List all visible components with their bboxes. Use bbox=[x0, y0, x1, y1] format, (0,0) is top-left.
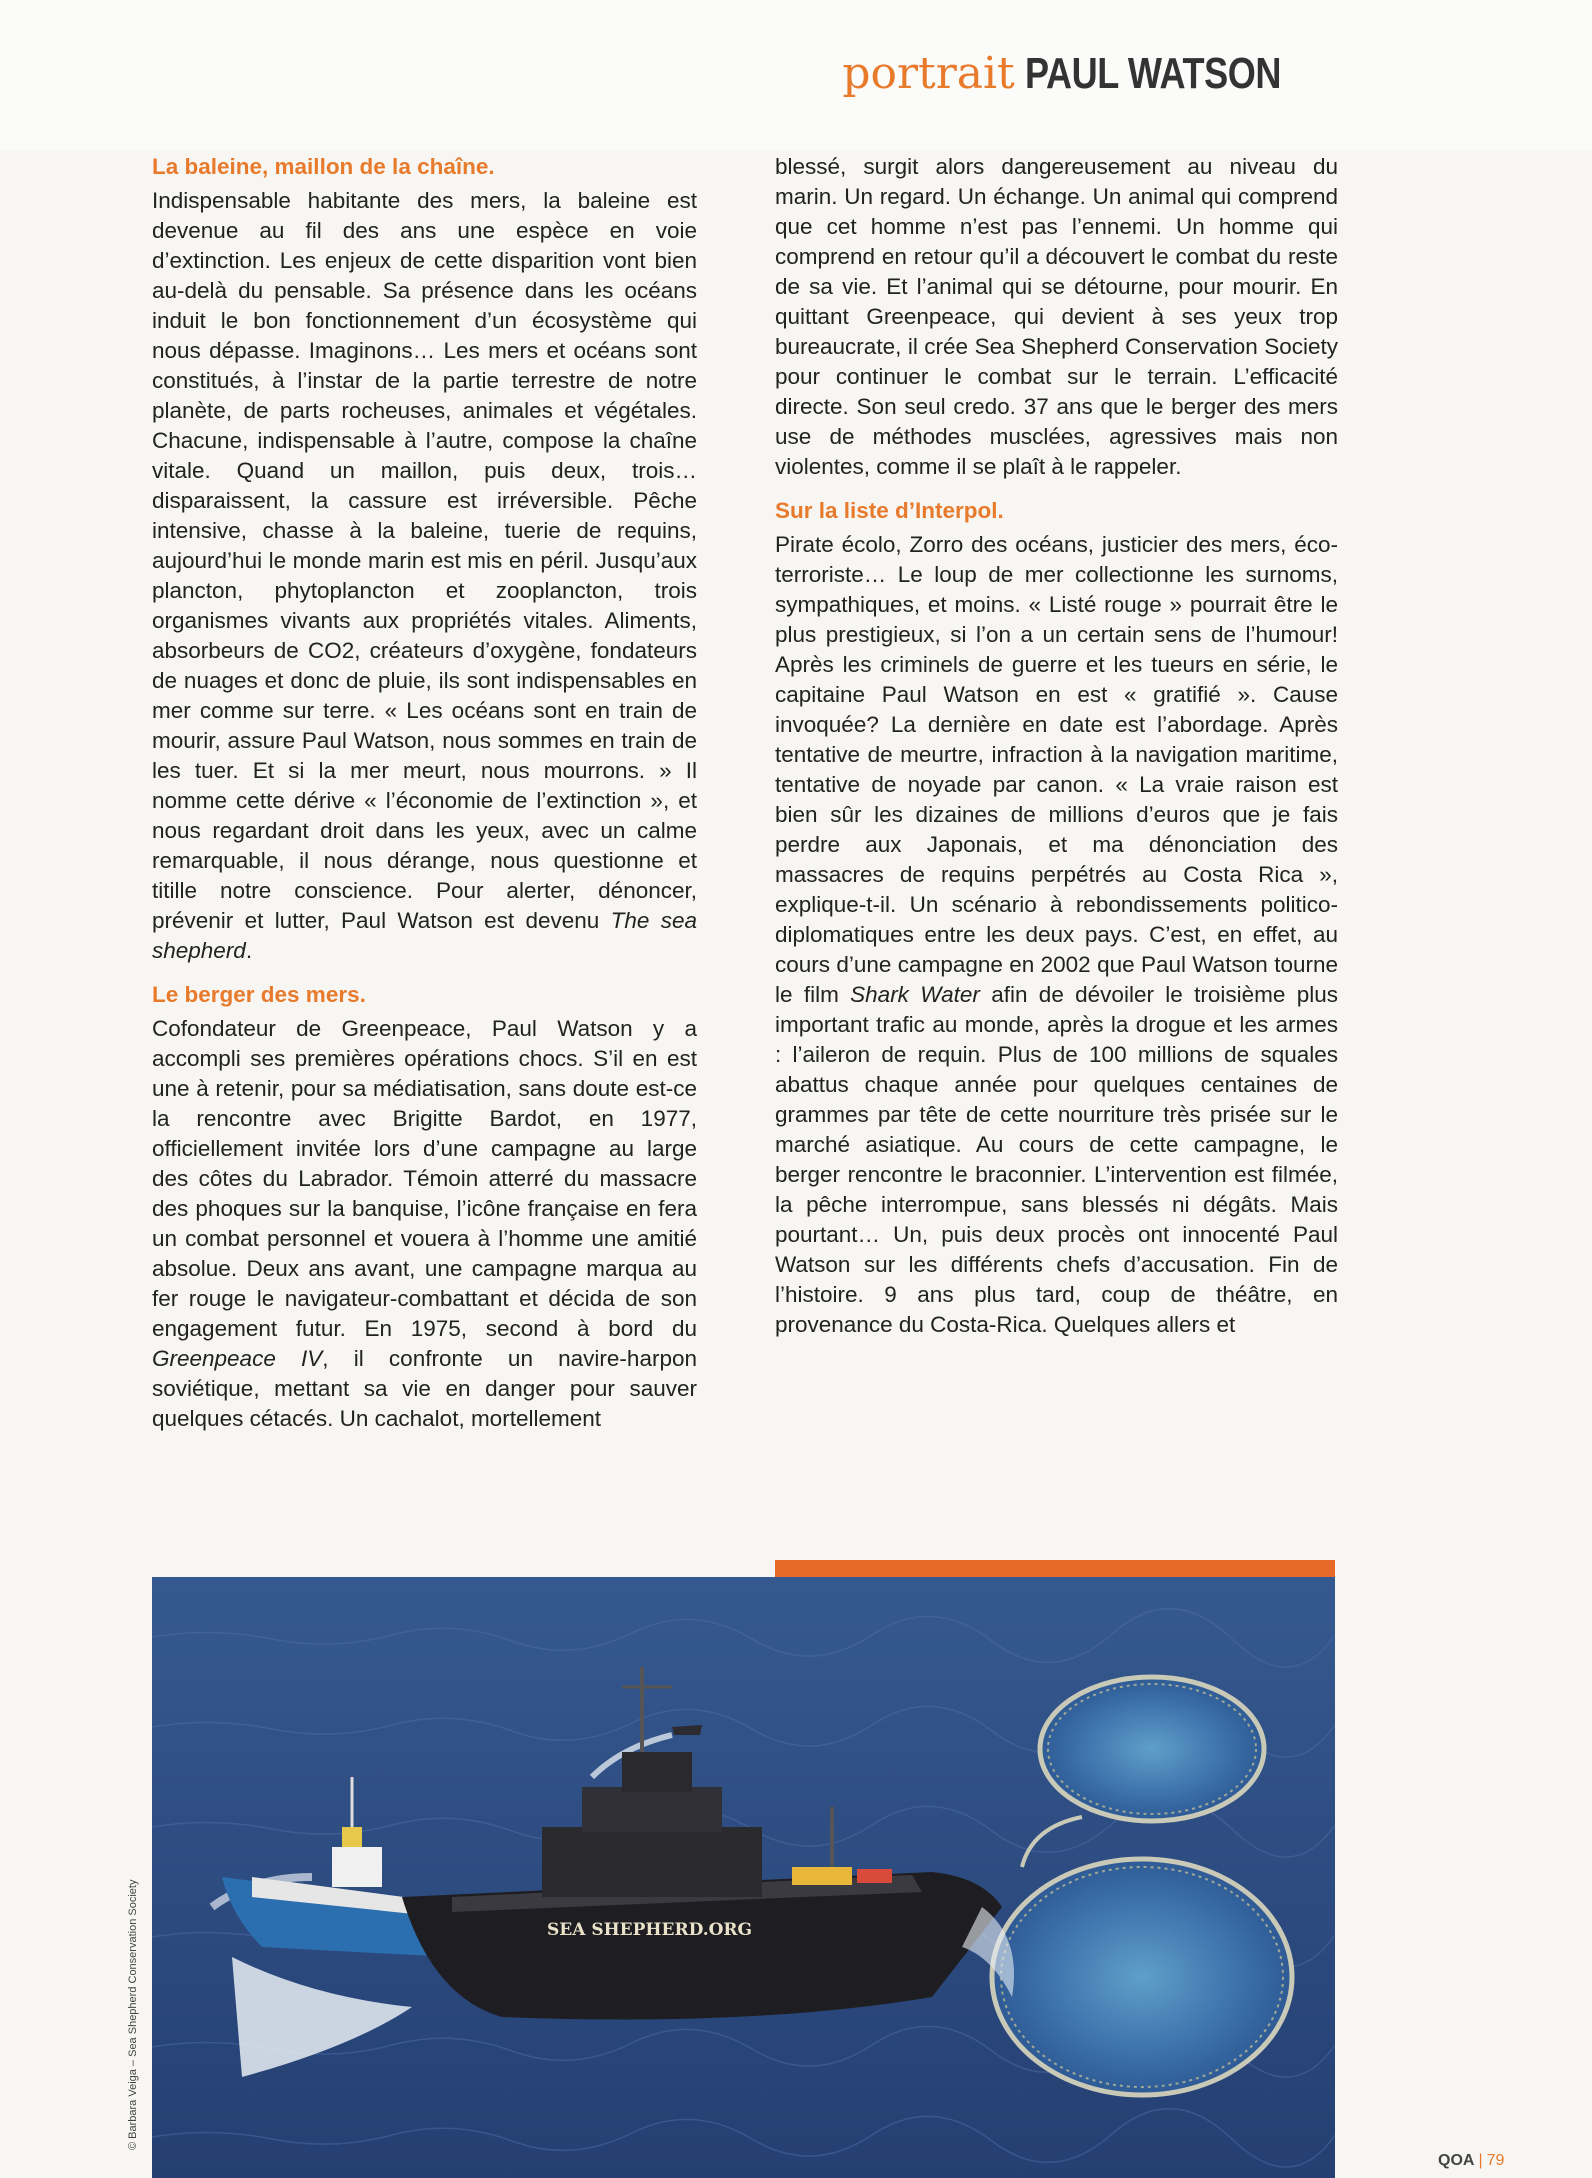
left-column bbox=[152, 152, 697, 1448]
paragraph-text: blessé, surgit alors dangereusement au niveau du marin. Un regard. Un échange. Un animal qui comprend que cet homme n’est pas l’ennemi. Un homme qui comprend en retour qu’il a découvert le combat du reste de sa vie. Et l’animal qui se détourne, pour mourir. En quittant Greenpeace, qui devient à ses yeux trop bureaucrate, il crée Sea Shepherd Conservation Society pour continuer le combat sur le terrain. L’efficacité directe. Son seul credo. 37 ans que le berger des mers use de méthodes musclées, agressives mais non violentes, comme il se plaît à le rappeler. bbox=[775, 154, 1338, 479]
running-head bbox=[842, 48, 1337, 99]
subheading: Sur la liste d’Interpol. bbox=[775, 498, 1004, 523]
paragraph-text-tail: afin de dévoiler le troisième plus important trafic au monde, après la drogue et les armes : l’aileron de requin. Plus de 100 millions de squales abattus chaque année pour quelques centaines de grammes par tête de cette nourriture très prisée sur le marché asiatique. Au cours de cette campagne, le berger rencontre le braconnier. L’intervention est filmée, la pêche interrompue, sans blessés ni dégâts. Mais pourtant… Un, puis deux procès ont innocenté Paul Watson sur les différents chefs d’accusation. Fin de l’histoire. 9 ans plus tard, coup de théâtre, en provenance du Costa-Rica. Quelques allers et bbox=[775, 982, 1338, 1337]
subheading: La baleine, maillon de la chaîne. bbox=[152, 154, 495, 179]
magazine-name: QOA bbox=[1438, 2152, 1475, 2169]
italic-title: Shark Water bbox=[850, 982, 980, 1007]
photo-credit: © Barbara Veiga – Sea Shepherd Conservation Society bbox=[127, 1879, 139, 2150]
ship-name-label: SEA SHEPHERD.ORG bbox=[547, 1920, 753, 1940]
paragraph bbox=[775, 530, 1338, 1340]
page-header-band bbox=[0, 0, 1592, 150]
paragraph-text: Pirate écolo, Zorro des océans, justicier des mers, éco-terroriste… Le loup de mer collectionne les surnoms, sympathiques, et moins. « Listé rouge » pourrait être le plus prestigieux, si l’on a un certain sens de l’humour! Après les criminels de guerre et les tueurs en série, le capitaine Paul Watson en est « gratifié ». Cause invoquée? La dernière en date est l’abordage. Après tentative de meurtre, infraction à la navigation maritime, tentative de noyade par canon. « La vraie raison est bien sûr les dizaines de millions d’euros que je fais perdre aux Japonais, et ma dénonciation des massacres de requins perpétrés au Costa Rica », explique-t-il. Un scénario à rebondissements politico-diplomatiques entre les deux pays. C’est, en effet, au cours d’une campagne en 2002 que Paul Watson tourne le film bbox=[775, 532, 1338, 1007]
ship-photo-illustration bbox=[152, 1577, 1335, 2178]
subheading: Le berger des mers. bbox=[152, 982, 366, 1007]
paragraph-text-tail: , il confronte un navire-harpon soviétique, mettant sa vie en danger pour sauver quelques cétacés. Un cachalot, mortellement bbox=[152, 1346, 697, 1431]
paragraph-text-tail: . bbox=[245, 938, 253, 963]
paragraph bbox=[152, 186, 697, 966]
paragraph bbox=[775, 152, 1338, 482]
page-folio bbox=[1438, 2152, 1504, 2170]
section-label: portrait bbox=[842, 48, 1015, 99]
paragraph-text: Indispensable habitante des mers, la baleine est devenue au fil des ans une espèce en voie d’extinction. Les enjeux de cette disparition vont bien au-delà du pensable. Sa présence dans les océans induit le bon fonctionnement d’un écosystème qui nous dépasse. Imaginons… Les mers et océans sont constitués, à l’instar de la partie terrestre de notre planète, de parts rocheuses, animales et végétales. Chacune, indispensable à l’autre, compose la chaîne vitale. Quand un maillon, puis deux, trois… disparaissent, la cassure est irréversible. Pêche intensive, chasse à la baleine, tuerie de requins, aujourd’hui le monde marin est mis en péril. Jusqu’aux plancton, phytoplancton et zooplancton, trois organismes vivants aux propriétés vitales. Aliments, absorbeurs de CO2, créateurs d’oxygène, fondateurs de nuages et donc de pluie, ils sont indispensables en mer comme sur terre. « Les océans sont en train de mourir, assure Paul Watson, nous sommes en train de les tuer. Et si la mer meurt, nous mourrons. » Il nomme cette dérive « l’économie de l’extinction », et nous regardant droit dans les yeux, avec un calme remarquable, il nous dérange, nous questionne et titille notre conscience. Pour alerter, dénoncer, prévenir et lutter, Paul Watson est devenu bbox=[152, 188, 697, 933]
right-column bbox=[775, 152, 1338, 1354]
folio-separator: | bbox=[1478, 2152, 1483, 2169]
paragraph bbox=[152, 1014, 697, 1434]
italic-title: Greenpeace IV bbox=[152, 1346, 323, 1371]
paragraph-text: Cofondateur de Greenpeace, Paul Watson y a accompli ses premières opérations chocs. S’il en est une à retenir, pour sa médiatisation, sans doute est-ce la rencontre avec Brigitte Bardot, en 1977, officiellement invitée lors d’une campagne au large des côtes du Labrador. Témoin atterré du massacre des phoques sur la banquise, l’icône française en fera un combat personnel et vouera à l’homme une amitié absolue. Deux ans avant, une campagne marqua au fer rouge le navigateur-combattant et décida de son engagement futur. En 1975, second à bord du bbox=[152, 1016, 697, 1341]
page-number: 79 bbox=[1486, 2152, 1505, 2169]
ship-photo bbox=[152, 1577, 1335, 2178]
orange-frame-top bbox=[775, 1560, 1335, 1577]
subject-name: PAUL WATSON bbox=[1024, 49, 1281, 98]
italic-title: The sea shepherd bbox=[152, 908, 697, 963]
